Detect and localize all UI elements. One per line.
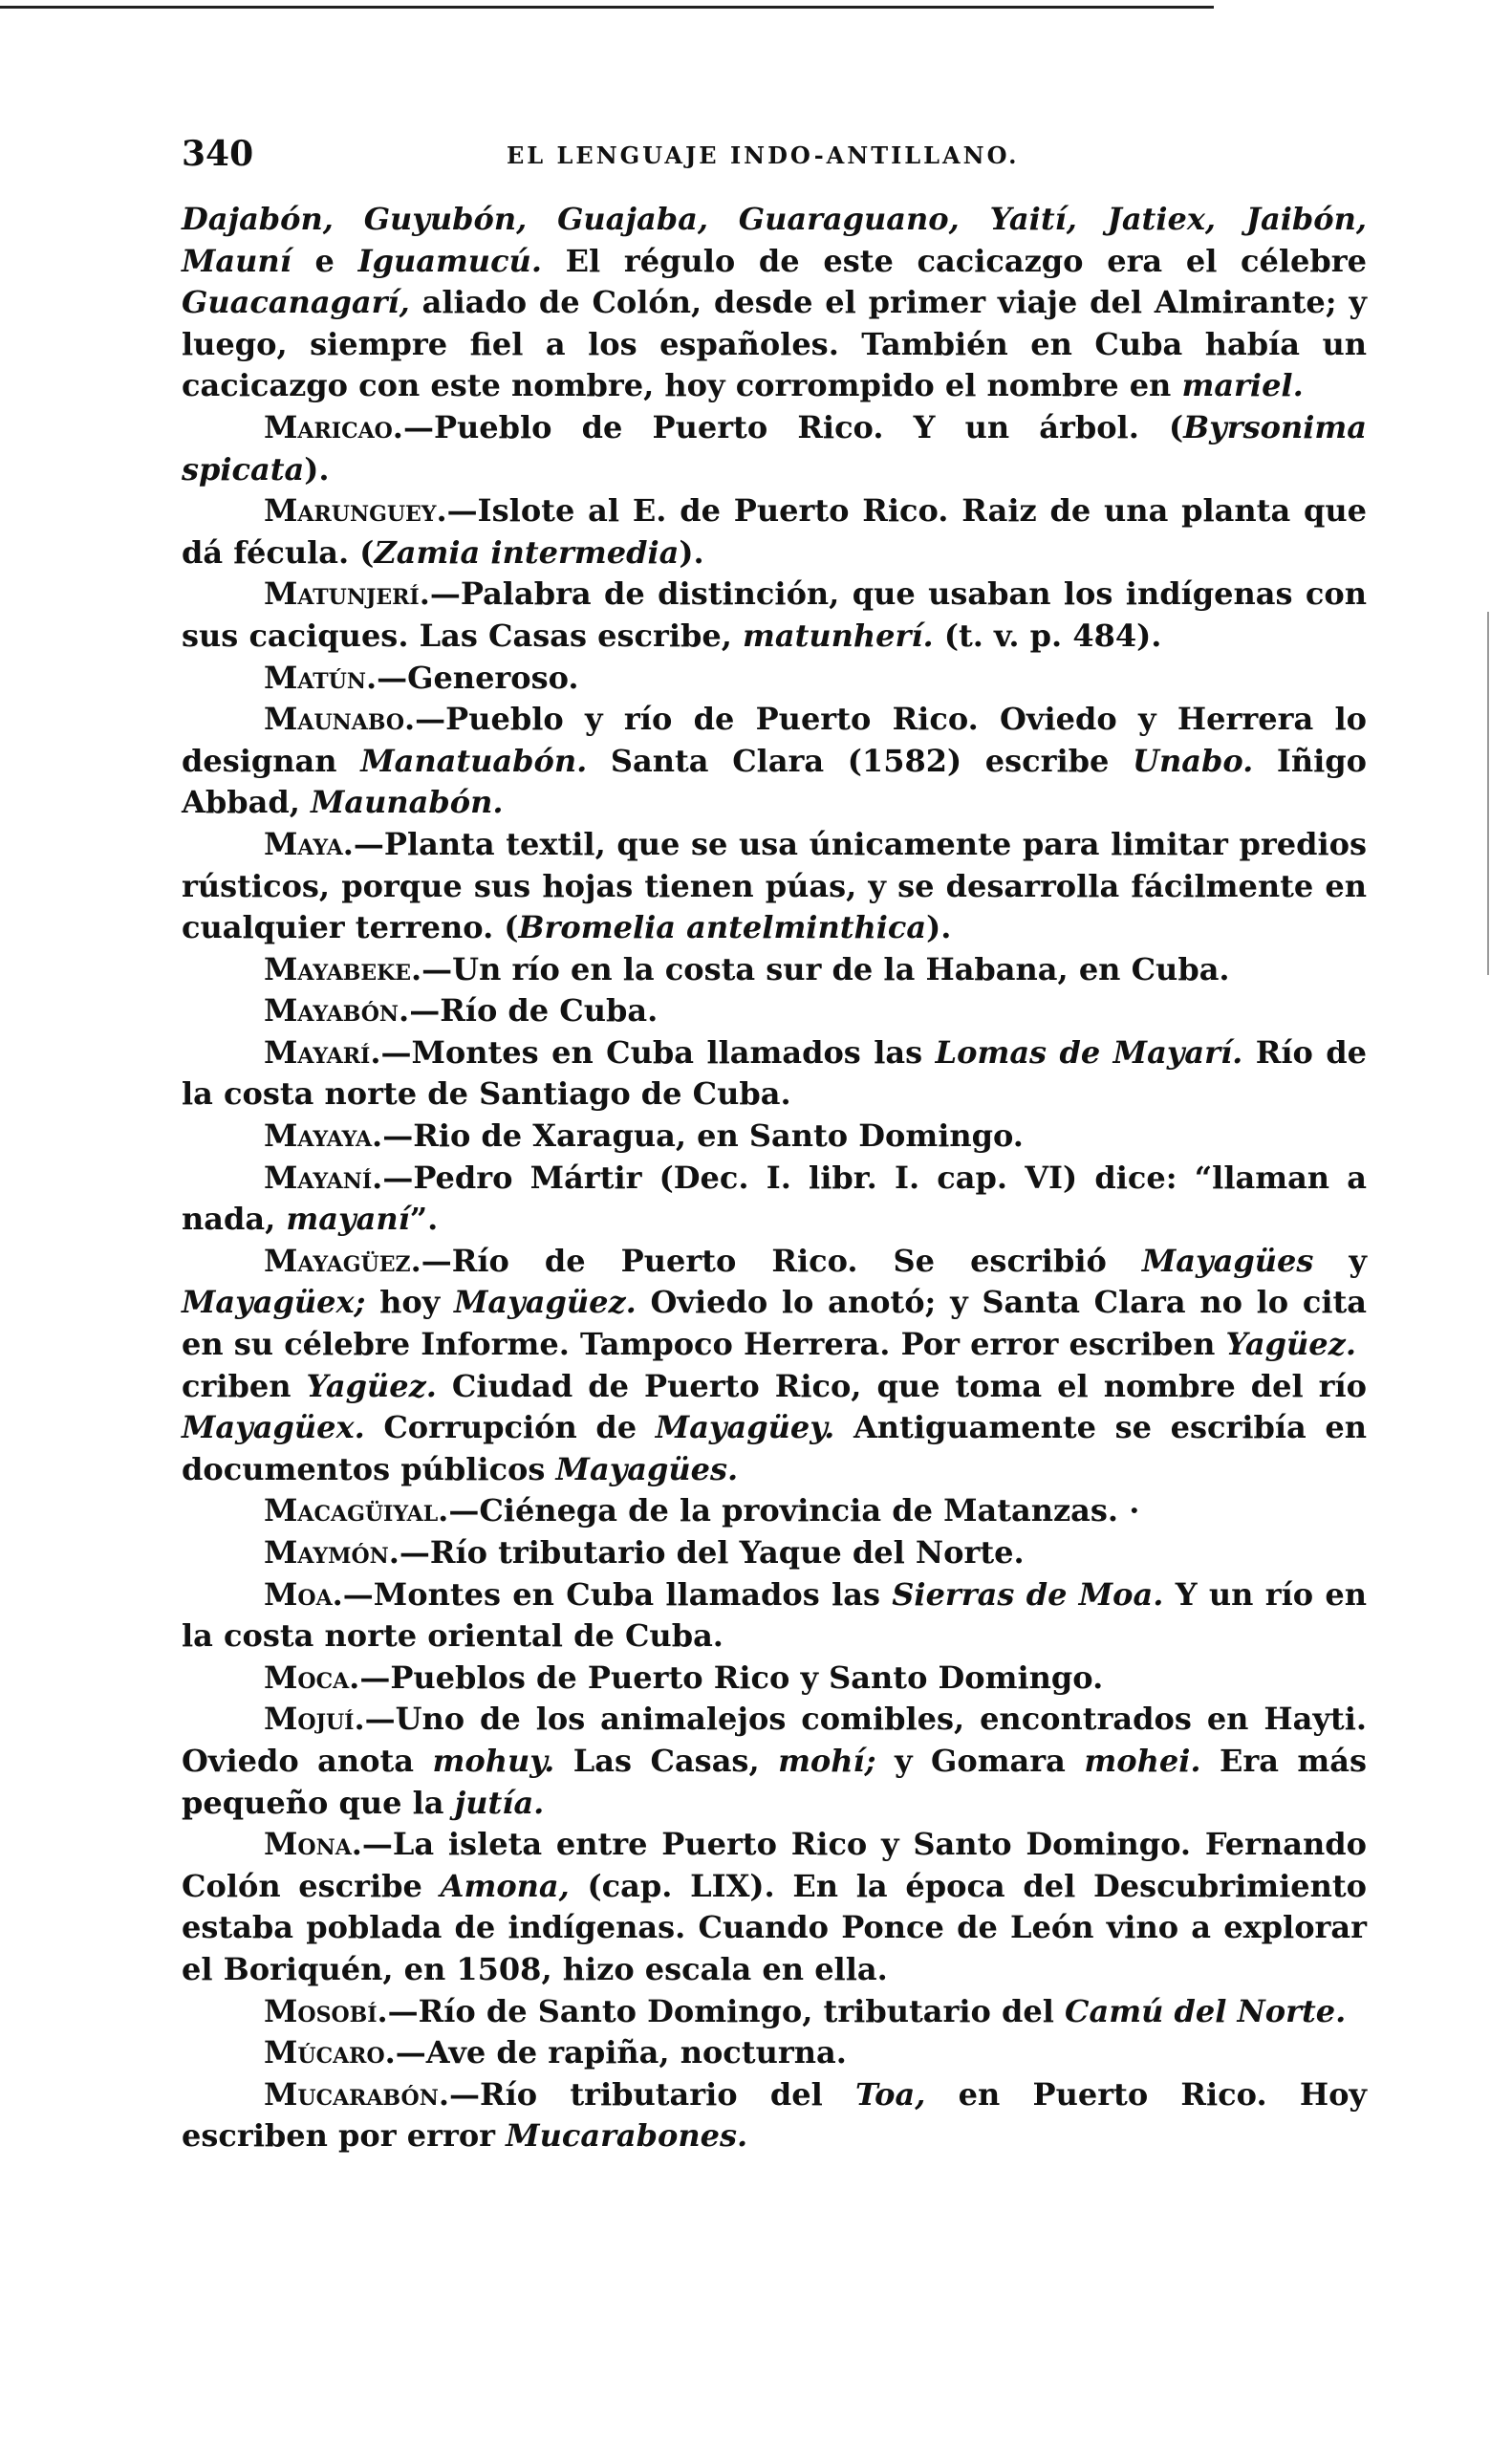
dictionary-entry (182, 407, 1367, 490)
entry-text: ). (304, 450, 330, 488)
entry-text: ). (679, 533, 704, 571)
entry-italic: Zamia intermedia (374, 533, 680, 571)
text-block (182, 199, 1367, 2157)
entry-italic: mohí; (778, 1742, 876, 1779)
entry-italic: Mayagüex; (182, 1284, 366, 1321)
dictionary-entry (182, 990, 1367, 1032)
entry-italic: Byrsonima spicata (182, 408, 1367, 488)
entry-text: Antiguamente se escribía en documentos públicos (182, 1409, 1368, 1487)
entry-headword: Mucarabón. (264, 2075, 449, 2113)
entry-text: Iñigo Abbad, (182, 742, 1368, 821)
dictionary-entry (182, 2032, 1367, 2074)
entry-text: Corrupción de (364, 1409, 656, 1446)
dictionary-entry (182, 1574, 1367, 1658)
entry-italic: mohei. (1084, 1742, 1201, 1779)
dictionary-entry (182, 1366, 1367, 1491)
entry-text: Oviedo lo anotó; y Santa Clara no lo cita en su célebre Informe. Tampoco Herrera. Por error escriben (182, 1284, 1368, 1363)
dictionary-entry (182, 2074, 1367, 2157)
dictionary-entry (182, 1991, 1367, 2033)
entry-headword: Macagüiyal. (264, 1492, 449, 1529)
entry-italic: Yagüez. (1225, 1326, 1356, 1363)
entry-italic: matunherí. (742, 617, 934, 654)
entry-text: —Río de Santo Domingo, tributario del (387, 1992, 1066, 2029)
entry-headword: Maya. (264, 825, 354, 862)
entry-italic: mayaní (286, 1201, 410, 1238)
running-head (182, 134, 1367, 182)
place-name: mariel. (1181, 367, 1304, 404)
dictionary-entry (182, 699, 1367, 824)
entry-headword: Maunabo. (264, 701, 416, 738)
dictionary-entry (182, 1699, 1367, 1824)
entry-italic: Unabo. (1133, 742, 1254, 779)
entry-italic: Manatuabón. (360, 742, 588, 779)
dictionary-entry (182, 574, 1367, 657)
dictionary-entry (182, 1158, 1367, 1241)
dictionary-entry (182, 1032, 1367, 1116)
entry-text: Las Casas, (554, 1742, 779, 1779)
entry-text: —La isleta entre Puerto Rico y Santo Domingo. Fernando Colón escribe (182, 1826, 1367, 1904)
entry-text: ). (926, 909, 952, 946)
text-run: aliado de Colón, desde el primer viaje del Almirante; y luego, siempre fiel a los españoles. También en Cuba había un cacicazgo con este nombre, hoy corrompido el nombre en (182, 284, 1367, 404)
entry-text: —Islote al E. de Puerto Rico. Raiz de una planta que dá fécula. ( (182, 492, 1367, 571)
top-rule (0, 6, 1214, 9)
scan-margin-mark (1487, 612, 1489, 975)
entry-headword: Marunguey. (264, 492, 447, 530)
entry-headword: Maymón. (264, 1534, 400, 1571)
entry-headword: Maricao. (264, 408, 403, 445)
entry-text: —Montes en Cuba llamados las (342, 1575, 893, 1613)
entry-italic: Mayagüez. (453, 1284, 637, 1321)
entry-text: —Uno de los animalejos comibles, encontrados en Hayti. Oviedo anota (182, 1701, 1367, 1779)
entry-text: —Pueblo de Puerto Rico. Y un árbol. ( (402, 408, 1184, 445)
entry-headword: Moa. (264, 1575, 343, 1613)
entry-headword: Mayabeke. (264, 950, 422, 987)
entry-headword: Matunjerí. (264, 575, 430, 613)
entry-text: (t. v. p. 484). (933, 617, 1162, 654)
entry-text: ”. (409, 1201, 439, 1238)
entry-italic: Mucarabones. (506, 2117, 748, 2155)
entry-text: (cap. LIX). En la época del Descubrimiento estaba poblada de indígenas. Cuando Ponce de León vino a explorar el Boriquén, en 1508, hizo escala en ella. (182, 1867, 1368, 1987)
entry-italic: Sierras de Moa. (892, 1575, 1164, 1613)
dictionary-entry (182, 824, 1367, 949)
entry-headword: Mayaya. (264, 1117, 383, 1155)
dictionary-entry (182, 490, 1367, 574)
entry-text: —Río tributario del (448, 2075, 856, 2113)
place-names: Dajabón, Guyubón, Guajaba, Guaraguano, Yaití, Jatiex, Jaibón, Mauní (182, 201, 1367, 279)
entry-text: —Montes en Cuba llamados las (380, 1033, 936, 1071)
entry-italic: Camú del Norte. (1065, 1992, 1347, 2029)
entry-italic: Yagüez. (306, 1367, 437, 1404)
entry-italic: Maunabón. (310, 784, 504, 821)
text-run: e (291, 242, 358, 279)
entry-headword: Mayaní. (264, 1159, 383, 1196)
entry-text: hoy (365, 1284, 454, 1321)
dictionary-entry (182, 658, 1367, 700)
entry-headword: Mayarí. (264, 1033, 381, 1071)
entry-headword: Mojuí. (264, 1701, 365, 1738)
entry-headword: Mayabón. (264, 992, 410, 1030)
entry-text: criben (182, 1367, 307, 1404)
entry-italic: jutía. (454, 1784, 545, 1821)
entry-italic: Toa, (855, 2075, 926, 2113)
dictionary-entry (182, 1490, 1367, 1532)
entry-text: Era más pequeño que la (182, 1742, 1368, 1821)
entry-italic: mohuy. (432, 1742, 555, 1779)
entry-text: —Un río en la costa sur de la Habana, en Cuba. (421, 950, 1230, 987)
entry-headword: Matún. (264, 659, 378, 696)
entry-text: Santa Clara (1582) escribe (587, 742, 1134, 779)
entry-italic: Lomas de Mayarí. (935, 1033, 1243, 1071)
dictionary-entry (182, 949, 1367, 991)
entry-text: —Rio de Xaragua, en Santo Domingo. (382, 1117, 1024, 1155)
entry-text: y Gomara (875, 1742, 1085, 1779)
entry-text: —Ciénega de la provincia de Matanzas. · (448, 1492, 1140, 1529)
entry-text: —Pueblo y río de Puerto Rico. Oviedo y Herrera lo designan (182, 701, 1367, 779)
entry-text: Río de la costa norte de Santiago de Cuba. (182, 1033, 1368, 1113)
entry-italic: Mayagües. (555, 1450, 739, 1487)
text-run: El régulo de este cacicazgo era el célebre (541, 242, 1368, 279)
dictionary-entry (182, 1824, 1367, 1990)
entry-italic: Mayagüex. (182, 1409, 365, 1446)
entry-text: —Planta textil, que se usa únicamente para limitar predios rústicos, porque sus hojas tienen púas, y se desarrolla fácilmente en cualquier terreno. ( (182, 825, 1367, 946)
dictionary-entry (182, 1241, 1367, 1366)
entry-text: —Ave de rapiña, nocturna. (395, 2034, 847, 2071)
entry-text: en Puerto Rico. Hoy escriben por error (182, 2075, 1367, 2155)
entry-italic: Mayagües (1141, 1242, 1314, 1279)
dictionary-entry (182, 1116, 1367, 1158)
entry-text: —Río tributario del Yaque del Norte. (399, 1534, 1025, 1571)
dictionary-entry (182, 1532, 1367, 1574)
dictionary-entry (182, 1658, 1367, 1700)
entry-text: Ciudad de Puerto Rico, que toma el nombre del río (436, 1367, 1368, 1404)
entry-headword: Mona. (264, 1826, 362, 1863)
entry-italic: Amona, (440, 1867, 570, 1904)
place-name: Iguamucú. (357, 242, 542, 279)
entry-headword: Mosobí. (264, 1992, 388, 2029)
entry-italic: Bromelia antelminthica (518, 909, 927, 946)
entry-headword: Múcaro. (264, 2034, 396, 2071)
entry-text: —Generoso. (377, 659, 579, 696)
entry-text: Y un río en la costa norte oriental de Cuba. (182, 1575, 1367, 1655)
entry-text: —Pedro Mártir (Dec. I. libr. I. cap. VI) dice: “llaman a nada, (182, 1159, 1367, 1238)
entry-headword: Mayagüez. (264, 1242, 421, 1279)
entry-text: —Río de Cuba. (409, 992, 659, 1030)
page-number: 340 (182, 134, 254, 174)
opening-paragraph (182, 199, 1367, 407)
running-title: EL LENGUAJE INDO-ANTILLANO. (507, 141, 1020, 169)
entry-text: y (1313, 1242, 1368, 1279)
entry-italic: Mayagüey. (655, 1409, 835, 1446)
cacique-name: Guacanagarí, (182, 284, 410, 321)
entry-text: —Pueblos de Puerto Rico y Santo Domingo. (359, 1659, 1104, 1696)
entry-text: —Río de Puerto Rico. Se escribió (421, 1242, 1142, 1279)
dictionary-entries (182, 407, 1367, 2157)
entry-headword: Moca. (264, 1659, 360, 1696)
entry-text: —Palabra de distinción, que usaban los indígenas con sus caciques. Las Casas escribe, (182, 575, 1367, 654)
